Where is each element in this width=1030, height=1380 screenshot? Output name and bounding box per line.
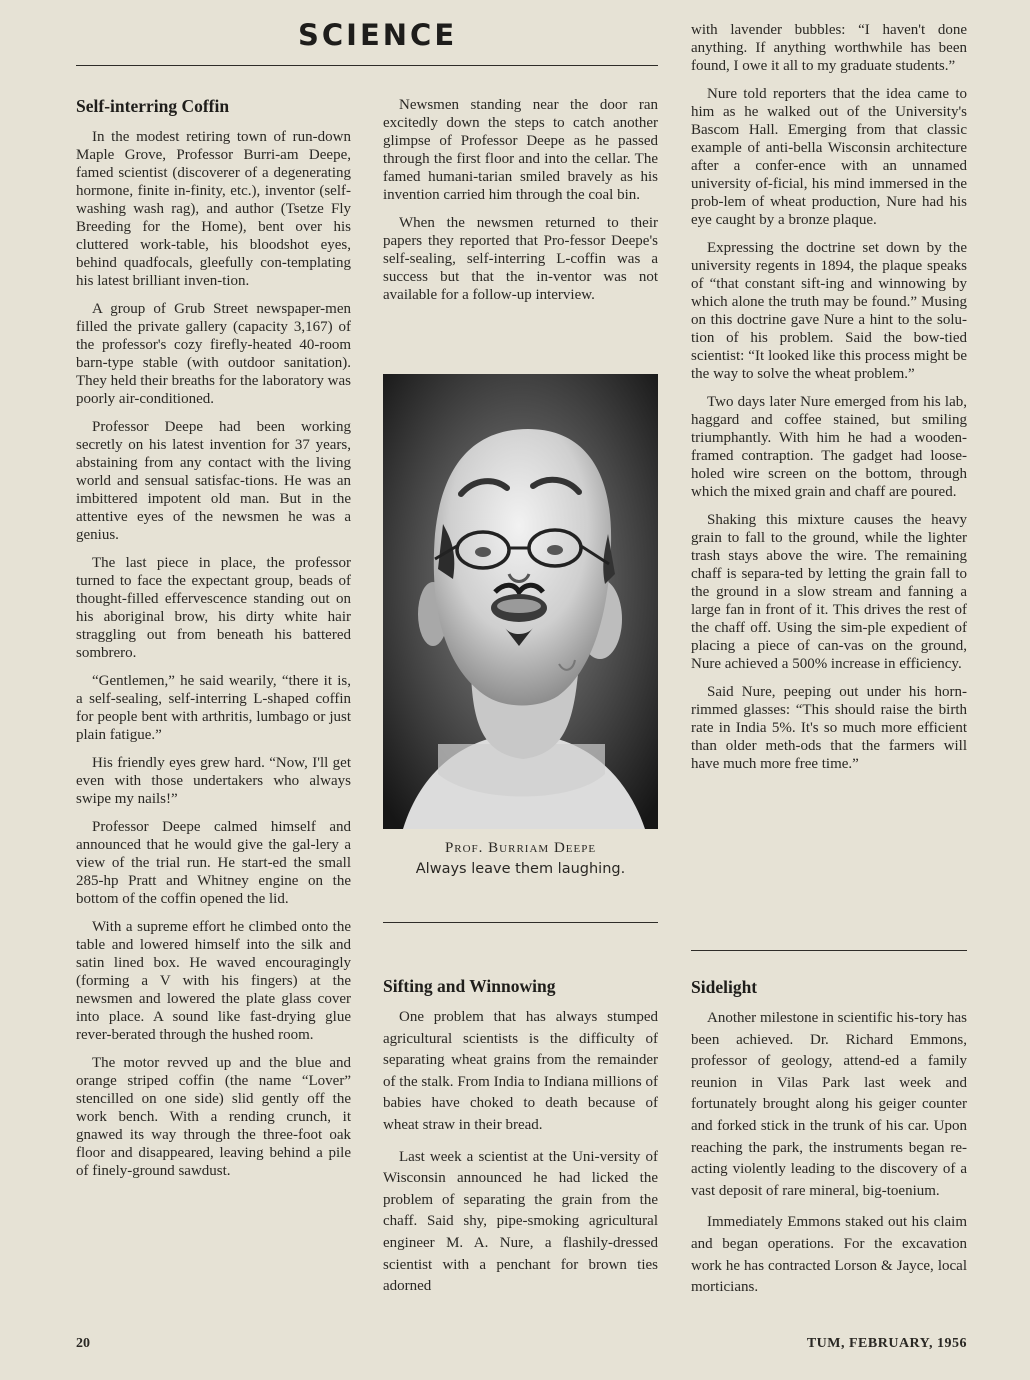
column-3-bottom — [691, 977, 967, 1309]
paragraph: with lavender bubbles: “I haven't done anything. If anything worthwhile has been found, I owe it all to my graduate students.” — [691, 22, 967, 74]
article-title-coffin: Self-interring Coffin — [76, 96, 230, 116]
column-2-top — [383, 96, 658, 314]
column-2-bottom — [383, 976, 658, 1308]
paragraph: Immediately Emmons staked out his claim and began operations. For the excavation work he has contracted Lorson & Jayce, local morticians. — [691, 1214, 967, 1296]
paragraph: Said Nure, peeping out under his horn-rimmed glasses: “This should raise the birth rate in India 5%. It's so much more efficient than older meth-ods that the farmers will have much more free time.” — [691, 684, 967, 772]
paragraph: Newsmen standing near the door ran excitedly down the steps to catch another glimpse of Professor Deepe as he passed through the first floor and into the cellar. The famed humani-tarian smiled bravely as his invention carried him through the coal bin. — [383, 97, 658, 203]
header-rule — [76, 65, 658, 66]
paragraph: With a supreme effort he climbed onto the table and lowered himself into the silk and satin lined box. He waved encouragingly (forming a V with his fingers) at the newsmen and lowered the plate glass cover into place. A sound like fast-drying glue rever-berated through the hushed room. — [76, 919, 351, 1043]
paragraph: Expressing the doctrine set down by the university regents in 1894, the plaque speaks of “that constant sift-ing and winnowing by which alone the truth may be found.” Musing on this doctrine gave Nure a hint to the solu-tion of his problem. Said the bow-tied scientist: “It looked like this process might be the way to solve the wheat problem.” — [691, 240, 967, 382]
article-title-sifting: Sifting and Winnowing — [383, 976, 556, 996]
article-coffin-col2 — [383, 96, 658, 304]
column-2-rule — [383, 922, 658, 923]
paragraph: Nure told reporters that the idea came to him as he walked out of the University's Bascom Hall. Emerging from that classic example of anti-bella Wisconsin architecture after a confer-ence with an unnamed university of-ficial, his mind immersed in the prob-lem of wheat production, Nure had his eye caught by a bronze plaque. — [691, 86, 967, 228]
article-sifting-col3 — [691, 21, 967, 773]
article-coffin-col1 — [76, 128, 351, 1180]
photo-caption-line: Always leave them laughing. — [415, 861, 626, 877]
article-title-sidelight: Sidelight — [691, 977, 758, 997]
paragraph: The motor revved up and the blue and orange striped coffin (the name “Lover” stencilled on one side) slid gently off the work bench. With a rending crunch, it gnawed its way through the three-foot oak floor and disappeared, leaving behind a pile of finely-ground sawdust. — [76, 1055, 351, 1179]
paragraph: In the modest retiring town of run-down Maple Grove, Professor Burri-am Deepe, famed scientist (discoverer of a degenerating hormone, finite in-finity, etc.), inventor (self-washing wash rag), and author (Tsetze Fly Breeding for the Home), bent over his cluttered work-table, his bloodshot eyes, behind quadfocals, gleefully con-templating his latest brilliant inven-tion. — [76, 129, 351, 289]
column-3-rule — [691, 950, 967, 951]
paragraph: His friendly eyes grew hard. “Now, I'll get even with those undertakers who always swipe my nails!” — [76, 755, 351, 807]
photo-caption-name: Prof. Burriam Deepe — [444, 840, 597, 856]
paragraph: Last week a scientist at the Uni-versity of Wisconsin announced he had licked the problem of separating the grain from the chaff. Said shy, pipe-smoking agricultural engineer M. A. Nure, a flashily-dressed scientist with a penchant for brown ties adorned — [383, 1148, 658, 1295]
paragraph: The last piece in place, the professor turned to face the expectant group, beads of thought-filled effervescence standing out on his aboriginal brow, his dirty white hair straggling out from beneath his battered sombrero. — [76, 555, 351, 661]
page-number: 20 — [76, 1336, 90, 1351]
section-title: SCIENCE — [298, 18, 458, 52]
article-sidelight — [691, 1008, 967, 1299]
paragraph: “Gentlemen,” he said wearily, “there it is, a self-sealing, self-interring L-shaped coffin for people bent with arthritis, lumbago or just plain fatigue.” — [76, 673, 351, 743]
paragraph: When the newsmen returned to their papers they reported that Pro-fessor Deepe's self-sealing, self-interring L-coffin was a success but that the in-ventor was not available for a follow-up interview. — [383, 215, 658, 303]
column-3-top — [691, 21, 967, 783]
article-sifting-col2 — [383, 1007, 658, 1298]
portrait-image — [383, 374, 658, 829]
paragraph: A group of Grub Street newspaper-men filled the private gallery (capacity 3,167) of the professor's cozy firefly-heated 40-room barn-type stable (with outdoor sanitation). They held their breaths for the laboratory was poorly air-conditioned. — [76, 301, 351, 407]
issue-line: TUM, FEBRUARY, 1956 — [806, 1336, 967, 1351]
paragraph: One problem that has always stumped agricultural scientists is the difficulty of separating wheat grains from the remainder of the stalk. From India to Indiana millions of babies have choked to death because of wheat straw in their bread. — [383, 1009, 658, 1133]
paragraph: Professor Deepe calmed himself and announced that he would give the gal-lery a view of the trial run. He start-ed the small 285-hp Pratt and Whitney engine on the bottom of the coffin opened the lid. — [76, 819, 351, 907]
paragraph: Another milestone in scientific his-tory has been achieved. Dr. Richard Emmons, professor of geology, attend-ed a family reunion in Vilas Park last week and fortunately brought along his geiger counter and forked stick in the trunk of his car. Upon reaching the park, the instruments began re-acting violently leading to the discovery of a vast deposit of rare mineral, big-toenium. — [691, 1010, 967, 1199]
portrait-photo — [383, 374, 658, 829]
paragraph: Shaking this mixture causes the heavy grain to fall to the ground, while the lighter trash stays above the wire. The remaining chaff is separa-ted by letting the grain fall to the ground in a slow stream and fanning a large fan in front of it. This drives the rest of the chaff off. Using the sim-ple expedient of placing a piece of can-vas on the ground, Nure achieved a 500% increase in efficiency. — [691, 512, 967, 672]
paragraph: Professor Deepe had been working secretly on his latest invention for 37 years, abstaining from any contact with the living world and sensual satisfac-tions. He was an imbittered impotent old man. But in the attentive eyes of the newsmen he was a genius. — [76, 419, 351, 543]
column-1 — [76, 96, 351, 1190]
paragraph: Two days later Nure emerged from his lab, haggard and coffee stained, but smiling triumphantly. With him he had a wooden-framed contraption. The gadget had loose-holed wire screen on the bottom, through which the mixed grain and chaff are poured. — [691, 394, 967, 500]
